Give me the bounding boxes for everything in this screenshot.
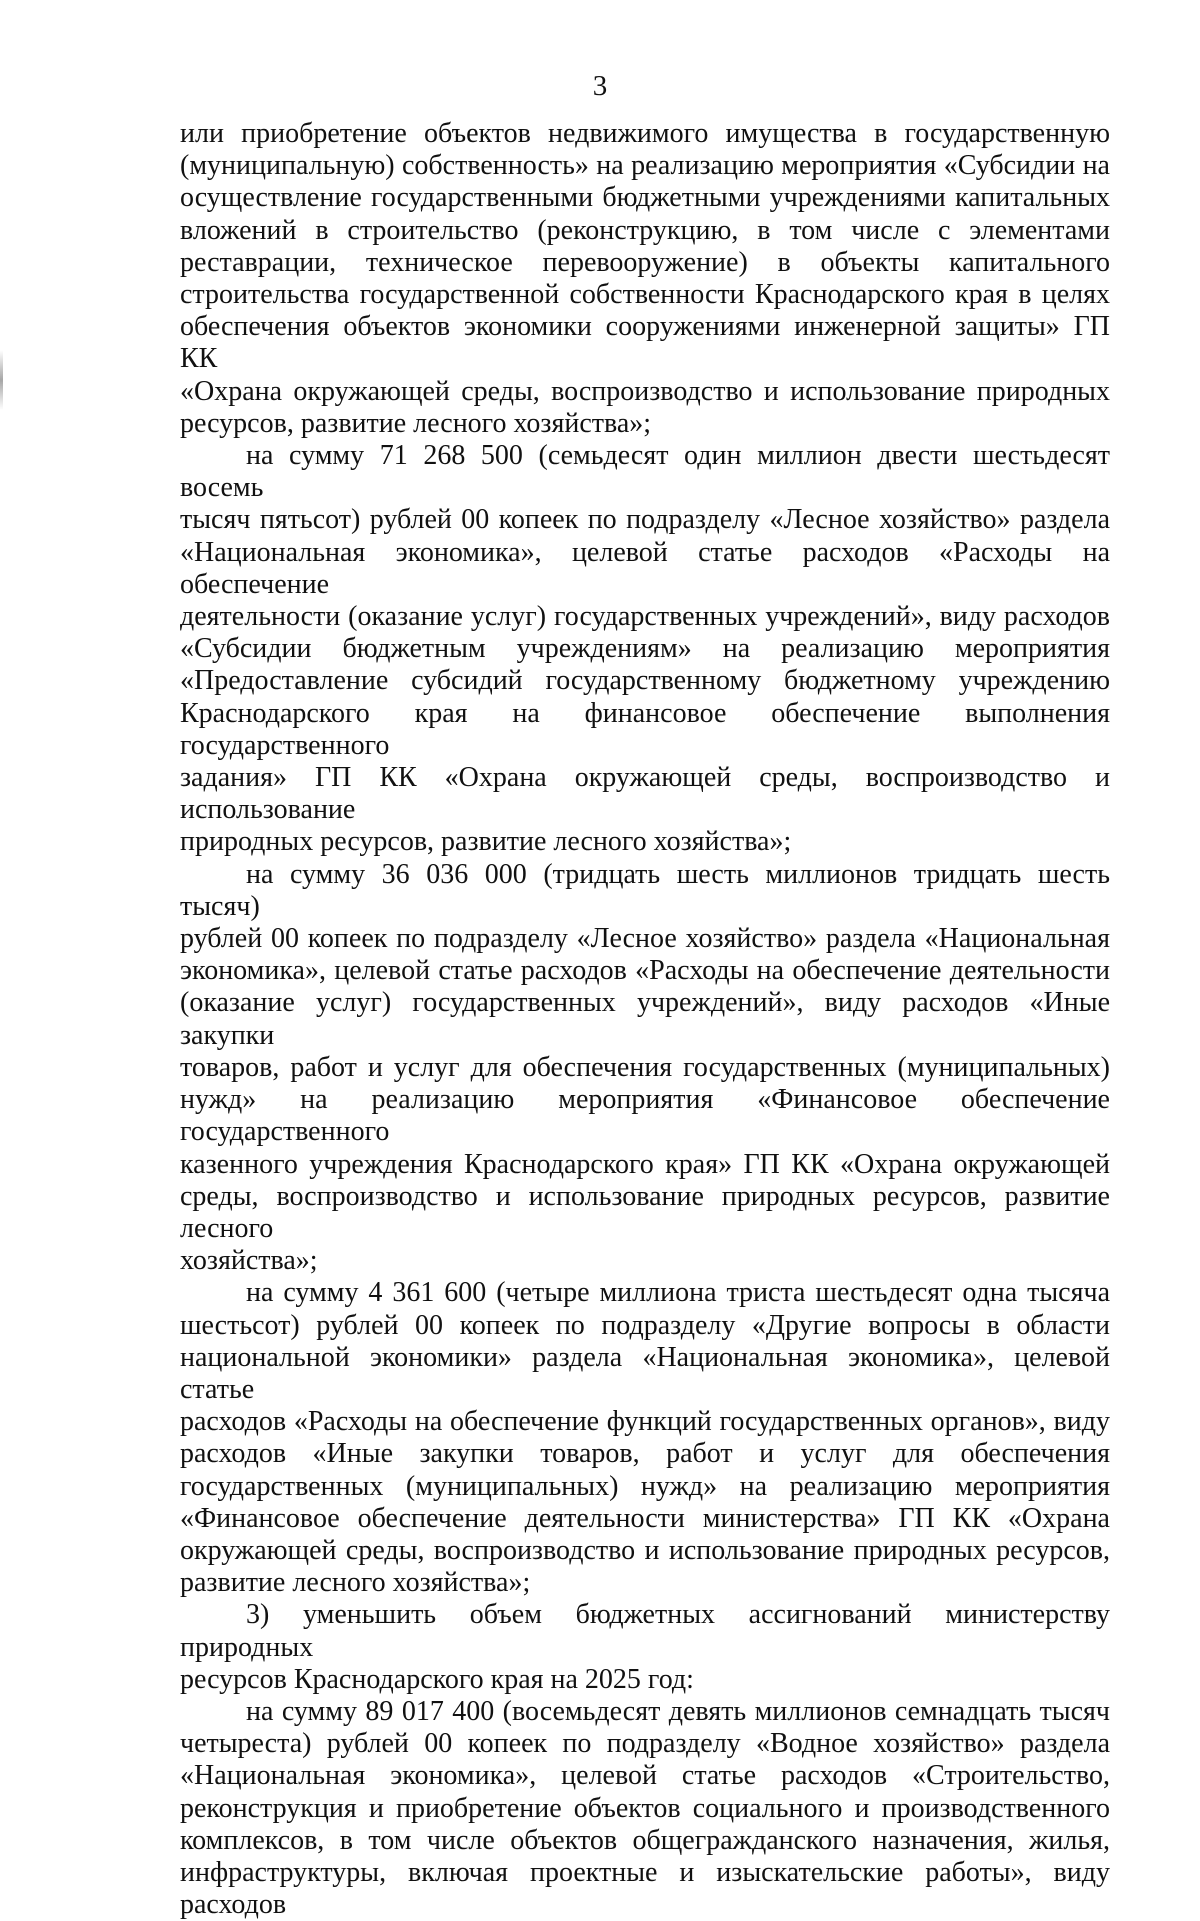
text-line: государственных (муниципальных) нужд» на реализацию мероприятия: [180, 1470, 1110, 1502]
text-line: ресурсов Краснодарского края на 2025 год:: [180, 1663, 694, 1695]
text-line: задания» ГП КК «Охрана окружающей среды, воспроизводство и использование: [180, 762, 1110, 826]
text-line: Краснодарского края на финансовое обеспечение выполнения государственного: [180, 697, 1110, 761]
text-line: окружающей среды, воспроизводство и использование природных ресурсов,: [180, 1534, 1110, 1566]
text-line: природных ресурсов, развитие лесного хозяйства»;: [180, 826, 792, 858]
text-line: реставрации, техническое перевооружение) в объекты капитального: [180, 246, 1110, 278]
text-line: хозяйства»;: [180, 1245, 318, 1277]
text-line: «Национальная экономика», целевой статье расходов «Строительство,: [180, 1760, 1110, 1792]
text-line: осуществление государственными бюджетными учреждениями капитальных: [180, 182, 1110, 214]
text-line: рублей 00 копеек по подразделу «Лесное хозяйство» раздела «Национальная: [180, 923, 1110, 955]
text-line: казенного учреждения Краснодарского края» ГП КК «Охрана окружающей: [180, 1148, 1110, 1180]
paragraph: [180, 440, 1110, 859]
document-body: [180, 118, 1110, 1921]
text-line: национальной экономики» раздела «Национальная экономика», целевой статье: [180, 1341, 1110, 1405]
text-line: «Финансовое обеспечение деятельности министерства» ГП КК «Охрана: [180, 1502, 1110, 1534]
text-line: шестьсот) рублей 00 копеек по подразделу «Другие вопросы в области: [180, 1309, 1110, 1341]
scan-edge-mark: [0, 350, 3, 410]
text-line: деятельности (оказание услуг) государственных учреждений», виду расходов: [180, 601, 1110, 633]
text-line: комплексов, в том числе объектов общегражданского назначения, жилья,: [180, 1824, 1110, 1856]
text-line: реконструкция и приобретение объектов социального и производственного: [180, 1792, 1110, 1824]
text-line: на сумму 36 036 000 (тридцать шесть миллионов тридцать шесть тысяч): [180, 858, 1110, 922]
text-line: расходов «Расходы на обеспечение функций государственных органов», виду: [180, 1406, 1110, 1438]
text-line: обеспечения объектов экономики сооружениями инженерной защиты» ГП КК: [180, 311, 1110, 375]
text-line: среды, воспроизводство и использование природных ресурсов, развитие лесного: [180, 1180, 1110, 1244]
text-line: развитие лесного хозяйства»;: [180, 1567, 531, 1599]
paragraph: [180, 118, 1110, 440]
text-line: инфраструктуры, включая проектные и изыскательские работы», виду расходов: [180, 1856, 1110, 1921]
text-line: экономика», целевой статье расходов «Расходы на обеспечение деятельности: [180, 955, 1110, 987]
page-number: 3: [592, 70, 608, 102]
paragraph: [180, 1599, 1110, 1696]
paragraph: [180, 1696, 1110, 1921]
paragraph: [180, 1277, 1110, 1599]
text-line: (муниципальную) собственность» на реализацию мероприятия «Субсидии на: [180, 150, 1110, 182]
text-line: вложений в строительство (реконструкцию, в том числе с элементами: [180, 214, 1110, 246]
text-line: 3) уменьшить объем бюджетных ассигнований министерству природных: [180, 1599, 1110, 1663]
text-line: нужд» на реализацию мероприятия «Финансовое обеспечение государственного: [180, 1084, 1110, 1148]
text-line: ресурсов, развитие лесного хозяйства»;: [180, 407, 652, 439]
text-line: (оказание услуг) государственных учреждений», виду расходов «Иные закупки: [180, 987, 1110, 1051]
text-line: на сумму 89 017 400 (восемьдесят девять миллионов семнадцать тысяч: [246, 1695, 1110, 1727]
text-line: «Предоставление субсидий государственному бюджетному учреждению: [180, 665, 1110, 697]
text-line: тысяч пятьсот) рублей 00 копеек по подразделу «Лесное хозяйство» раздела: [180, 504, 1110, 536]
text-line: расходов «Иные закупки товаров, работ и услуг для обеспечения: [180, 1438, 1110, 1470]
text-line: «Национальная экономика», целевой статье расходов «Расходы на обеспечение: [180, 536, 1110, 600]
text-line: четыреста) рублей 00 копеек по подразделу «Водное хозяйство» раздела: [180, 1728, 1110, 1760]
text-line: на сумму 4 361 600 (четыре миллиона триста шестьдесят одна тысяча: [246, 1277, 1110, 1309]
text-line: на сумму 71 268 500 (семьдесят один миллион двести шестьдесят восемь: [180, 440, 1110, 504]
text-line: строительства государственной собственности Краснодарского края в целях: [180, 279, 1110, 311]
text-line: товаров, работ и услуг для обеспечения государственных (муниципальных): [180, 1051, 1110, 1083]
text-line: или приобретение объектов недвижимого имущества в государственную: [180, 118, 1110, 149]
text-line: «Субсидии бюджетным учреждениям» на реализацию мероприятия: [180, 633, 1110, 665]
paragraph: [180, 859, 1110, 1278]
text-line: «Охрана окружающей среды, воспроизводство и использование природных: [180, 375, 1110, 407]
